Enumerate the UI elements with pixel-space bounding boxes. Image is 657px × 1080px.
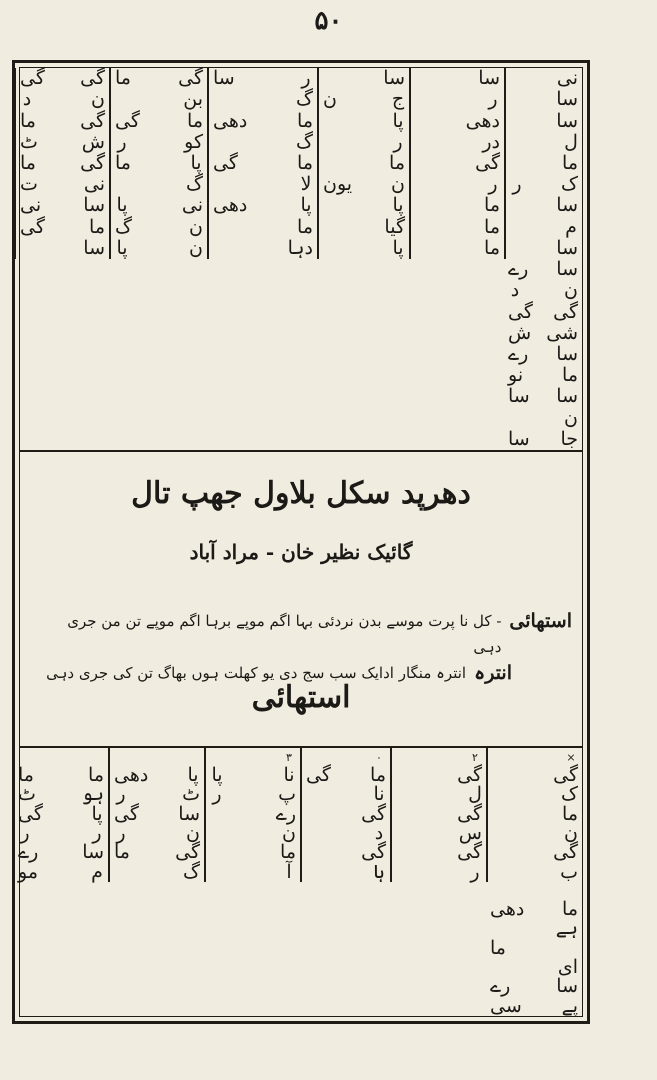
composer-line: گائیک نظیر خان - مراد آباد bbox=[189, 540, 413, 564]
swara-note: ر bbox=[116, 783, 126, 806]
notation-cell bbox=[323, 196, 405, 215]
notation-cell bbox=[20, 215, 105, 238]
notation-cell bbox=[396, 802, 482, 825]
swara-note: م bbox=[91, 860, 103, 883]
notation-cell bbox=[323, 175, 405, 194]
notation-cell bbox=[415, 69, 500, 88]
swara-note: گی bbox=[114, 802, 139, 825]
swara-note: ہے bbox=[555, 917, 578, 940]
notation-frame bbox=[12, 60, 590, 1024]
beat-marker-text: ۰ bbox=[376, 750, 382, 764]
swara-note: گی bbox=[18, 802, 43, 825]
swara-note: سا bbox=[508, 385, 530, 408]
notation-cell bbox=[508, 406, 578, 429]
notation-cell bbox=[115, 69, 203, 88]
swara-note: ما bbox=[187, 109, 203, 132]
swara-note: س bbox=[458, 822, 482, 845]
beat-marker-text: × bbox=[566, 750, 576, 764]
swara-note: شی bbox=[546, 321, 578, 344]
swara-note: ما bbox=[484, 236, 500, 259]
notation-cell bbox=[213, 215, 313, 238]
antara-text: انترہ منگار ادایک سب سج دی یو کھلت ہوں بھاگ تن کی جری دہی bbox=[46, 664, 467, 682]
swara-note: رے bbox=[508, 258, 529, 281]
swara-note: ما bbox=[562, 364, 578, 387]
notation-cell bbox=[508, 427, 578, 450]
notation-cell bbox=[510, 236, 578, 259]
beat-marker bbox=[306, 752, 386, 763]
swara-note: ک bbox=[560, 783, 578, 806]
notation-cell bbox=[508, 387, 578, 406]
swara-note: گی bbox=[20, 215, 45, 238]
notation-column bbox=[204, 748, 300, 882]
swara-note: کو bbox=[184, 130, 203, 153]
notation-cell bbox=[115, 236, 203, 259]
swara-note: ما bbox=[297, 109, 313, 132]
swara-note: گی bbox=[80, 151, 105, 174]
notation-cell bbox=[18, 785, 104, 804]
swara-note: سا bbox=[556, 194, 578, 217]
swara-note: گی bbox=[80, 67, 105, 90]
swara-note: نی bbox=[556, 67, 578, 90]
swara-note: پا bbox=[300, 194, 312, 217]
swara-note: گ bbox=[182, 860, 200, 883]
swara-note: ر bbox=[117, 130, 127, 153]
notation-cell bbox=[18, 802, 104, 825]
swara-note: گی bbox=[457, 841, 482, 864]
notation-cell bbox=[210, 802, 296, 825]
swara-note: ما bbox=[115, 67, 131, 90]
swara-note: ما bbox=[370, 764, 386, 787]
swara-note: ما bbox=[20, 109, 36, 132]
notation-cell bbox=[115, 196, 203, 215]
notation-cell bbox=[508, 281, 578, 300]
notation-cell bbox=[323, 130, 405, 153]
swara-note: بن bbox=[183, 88, 203, 111]
swara-note: گی bbox=[553, 300, 578, 323]
swara-note: ش bbox=[81, 130, 105, 153]
swara-note: سا bbox=[213, 67, 235, 90]
notation-cell bbox=[213, 236, 313, 259]
notation-cell bbox=[18, 843, 104, 862]
swara-note: نی bbox=[181, 194, 203, 217]
swara-note: رے bbox=[490, 975, 511, 998]
notation-cell bbox=[490, 994, 578, 1017]
swara-note: د bbox=[510, 279, 520, 302]
swara-note: دھی bbox=[213, 194, 248, 217]
swara-note: رے bbox=[275, 802, 296, 825]
lyrics-block bbox=[38, 608, 572, 686]
notation-cell bbox=[20, 175, 105, 194]
swara-note: سا bbox=[478, 67, 500, 90]
page-number: ۵۰ bbox=[314, 6, 343, 36]
notation-cell bbox=[306, 802, 386, 825]
swara-note: ر bbox=[393, 130, 403, 153]
swara-note: ہو bbox=[81, 783, 104, 806]
swara-note: ر bbox=[488, 88, 498, 111]
swara-note: ن bbox=[91, 88, 105, 111]
swara-note: سا bbox=[556, 258, 578, 281]
swara-note: ما bbox=[562, 151, 578, 174]
swara-note: ما bbox=[280, 841, 296, 864]
swara-note: ٹ bbox=[18, 783, 36, 806]
notation-cell bbox=[415, 215, 500, 238]
notation-cell bbox=[213, 175, 313, 194]
swara-note: ن bbox=[189, 215, 203, 238]
notation-cell bbox=[210, 766, 296, 785]
notation-cell bbox=[396, 785, 482, 804]
notation-cell bbox=[20, 109, 105, 132]
swara-note: گی bbox=[361, 802, 386, 825]
notation-column bbox=[486, 748, 582, 882]
swara-note: ن bbox=[564, 279, 578, 302]
notation-cell bbox=[492, 766, 578, 785]
notation-cell bbox=[210, 824, 296, 843]
notation-cell bbox=[323, 151, 405, 174]
swara-note: لا bbox=[300, 173, 312, 196]
notation-column bbox=[486, 882, 582, 1016]
notation-cell bbox=[508, 342, 578, 365]
notation-cell bbox=[508, 260, 578, 279]
swara-note: مو bbox=[18, 860, 38, 883]
notation-cell bbox=[508, 366, 578, 385]
notation-cell bbox=[415, 151, 500, 174]
swara-note: ما bbox=[297, 151, 313, 174]
swara-note: ن bbox=[189, 236, 203, 259]
notation-cell bbox=[510, 215, 578, 238]
swara-note: سا bbox=[556, 975, 578, 998]
swara-note: ما bbox=[115, 151, 131, 174]
notation-cell bbox=[396, 860, 482, 883]
notation-column bbox=[300, 748, 390, 882]
swara-note: گی bbox=[175, 841, 200, 864]
swara-note: گی bbox=[80, 109, 105, 132]
swara-note: ش bbox=[508, 321, 532, 344]
notation-cell bbox=[20, 90, 105, 109]
notation-cell bbox=[415, 90, 500, 109]
antara-label: انترہ bbox=[474, 662, 512, 684]
notation-column bbox=[390, 748, 486, 882]
swara-note: گی bbox=[115, 109, 140, 132]
notation-cell bbox=[114, 843, 200, 862]
swara-note: ب bbox=[560, 860, 578, 883]
swara-note: پا bbox=[211, 764, 223, 787]
notation-cell bbox=[20, 151, 105, 174]
swara-note: ر bbox=[92, 822, 102, 845]
notation-cell bbox=[510, 109, 578, 132]
swara-note: ر bbox=[20, 822, 30, 845]
swara-note: پا bbox=[190, 151, 202, 174]
swara-note: رے bbox=[508, 342, 529, 365]
sthayi-text: - کل نا پرت موسے بدن نردئی بہا اگم موپے برہا اگم موپے تن من جری دہی bbox=[67, 612, 502, 656]
notation-cell bbox=[415, 109, 500, 132]
swara-note: گی bbox=[508, 300, 533, 323]
swara-note: پا bbox=[392, 109, 404, 132]
swara-note: ک bbox=[560, 173, 578, 196]
notation-column bbox=[108, 748, 204, 882]
swara-note: ن bbox=[282, 822, 296, 845]
swara-note: گ bbox=[295, 88, 313, 111]
notation-cell bbox=[490, 900, 578, 919]
swara-note: دھی bbox=[465, 109, 500, 132]
notation-cell bbox=[213, 151, 313, 174]
notation-cell bbox=[492, 785, 578, 804]
swara-note: گ bbox=[115, 215, 133, 238]
swara-note: سی bbox=[490, 994, 522, 1017]
swara-note: ما bbox=[89, 215, 105, 238]
swara-note: گی bbox=[475, 151, 500, 174]
notation-cell bbox=[323, 236, 405, 259]
sthayi-label: استھائی bbox=[509, 610, 572, 632]
notation-cell bbox=[18, 860, 104, 883]
notation-cell bbox=[415, 130, 500, 153]
notation-column bbox=[14, 68, 109, 259]
notation-cell bbox=[115, 109, 203, 132]
swara-note: گ bbox=[295, 130, 313, 153]
notation-cell bbox=[306, 843, 386, 862]
notation-cell bbox=[510, 196, 578, 215]
swara-note: نی bbox=[83, 173, 105, 196]
notation-cell bbox=[508, 300, 578, 323]
swara-note: گی bbox=[213, 151, 238, 174]
notation-cell bbox=[210, 785, 296, 804]
notation-cell bbox=[115, 130, 203, 153]
notation-cell bbox=[510, 130, 578, 153]
swara-note: پا bbox=[91, 802, 103, 825]
notation-cell bbox=[18, 766, 104, 785]
notation-cell bbox=[18, 824, 104, 843]
swara-note: ما bbox=[484, 194, 500, 217]
beat-marker-text: ۲ bbox=[472, 750, 478, 764]
notation-cell bbox=[415, 236, 500, 259]
beat-marker-text: ۳ bbox=[286, 750, 292, 764]
swara-note: ما bbox=[490, 936, 506, 959]
notation-cell bbox=[114, 785, 200, 804]
swara-note: سا bbox=[383, 67, 405, 90]
notation-column bbox=[207, 68, 317, 259]
notation-cell bbox=[323, 215, 405, 238]
swara-note: گی bbox=[457, 764, 482, 787]
swara-note: ر bbox=[212, 783, 222, 806]
swara-note: ر bbox=[301, 67, 311, 90]
swara-note: سا bbox=[83, 236, 105, 259]
swara-note: ن bbox=[391, 173, 405, 196]
swara-note: سا bbox=[556, 342, 578, 365]
notation-cell bbox=[20, 196, 105, 215]
notation-cell bbox=[20, 130, 105, 153]
swara-note: جا bbox=[560, 427, 578, 450]
notation-cell bbox=[115, 90, 203, 109]
swara-note: گی bbox=[553, 764, 578, 787]
swara-note: سا bbox=[178, 802, 200, 825]
swara-note: ر bbox=[116, 822, 126, 845]
swara-note: گی bbox=[20, 67, 45, 90]
notation-cell bbox=[508, 321, 578, 344]
swara-note: گی bbox=[178, 67, 203, 90]
notation-cell bbox=[415, 175, 500, 194]
swara-note: گی bbox=[457, 802, 482, 825]
notation-cell bbox=[490, 919, 578, 938]
swara-note: سا bbox=[556, 236, 578, 259]
composition-title: دھرپد سکل بلاول جھپ تال bbox=[131, 476, 471, 511]
swara-note: ل bbox=[468, 783, 482, 806]
swara-note: ٹ bbox=[182, 783, 200, 806]
notation-cell bbox=[306, 766, 386, 785]
swara-note: ما bbox=[18, 764, 34, 787]
swara-note: ما bbox=[297, 215, 313, 238]
swara-note: دھی bbox=[490, 898, 525, 921]
beat-marker bbox=[492, 752, 578, 763]
notation-cell bbox=[114, 766, 200, 785]
notation-column bbox=[504, 68, 582, 259]
swara-note: نو bbox=[508, 364, 524, 387]
notation-cell bbox=[323, 109, 405, 132]
swara-note: پا bbox=[116, 194, 128, 217]
swara-note: ما bbox=[114, 841, 130, 864]
swara-note: گی bbox=[306, 764, 331, 787]
swara-note: ما bbox=[88, 764, 104, 787]
beat-marker bbox=[210, 752, 296, 763]
notation-cell bbox=[306, 860, 386, 883]
notation-column bbox=[109, 68, 207, 259]
notation-cell bbox=[323, 90, 405, 109]
swara-note: پا bbox=[187, 764, 199, 787]
swara-note: سا bbox=[508, 427, 530, 450]
swara-note: نا bbox=[373, 783, 385, 806]
swara-note: گی bbox=[361, 841, 386, 864]
notation-column bbox=[12, 748, 108, 882]
notation-cell bbox=[306, 785, 386, 804]
notation-cell bbox=[396, 843, 482, 862]
swara-note: ر bbox=[470, 860, 480, 883]
sthayi-heading: استھائی bbox=[251, 680, 351, 715]
swara-note: ر bbox=[488, 173, 498, 196]
swara-note: پے bbox=[561, 994, 578, 1017]
notation-cell bbox=[510, 90, 578, 109]
swara-note: سا bbox=[82, 841, 104, 864]
notation-cell bbox=[210, 843, 296, 862]
swara-note: ل bbox=[564, 130, 578, 153]
swara-note: پ bbox=[278, 783, 296, 806]
swara-note: ما bbox=[562, 898, 578, 921]
notation-cell bbox=[210, 860, 296, 883]
notation-column bbox=[409, 68, 504, 259]
swara-note: نی bbox=[20, 194, 42, 217]
swara-note: پا bbox=[392, 236, 404, 259]
swara-note: گ bbox=[185, 173, 203, 196]
notation-cell bbox=[20, 236, 105, 259]
notation-cell bbox=[114, 860, 200, 883]
notation-cell bbox=[213, 69, 313, 88]
notation-cell bbox=[492, 802, 578, 825]
swara-note: دھی bbox=[213, 109, 248, 132]
swara-note: گیا bbox=[384, 215, 405, 238]
swara-note: م bbox=[565, 215, 577, 238]
swara-note: ج bbox=[391, 88, 405, 111]
section-divider bbox=[20, 450, 582, 452]
notation-cell bbox=[115, 175, 203, 194]
swara-note: سا bbox=[556, 88, 578, 111]
swara-note: رے bbox=[18, 841, 39, 864]
notation-column bbox=[504, 259, 582, 450]
swara-note: ن bbox=[186, 822, 200, 845]
swara-note: دہا bbox=[287, 236, 313, 259]
notation-cell bbox=[510, 151, 578, 174]
notation-cell bbox=[490, 958, 578, 977]
beat-marker bbox=[396, 752, 482, 763]
swara-note: گی bbox=[553, 841, 578, 864]
notation-cell bbox=[115, 151, 203, 174]
notation-cell bbox=[510, 175, 578, 194]
swara-note: در bbox=[482, 130, 500, 153]
swara-note: پا bbox=[116, 236, 128, 259]
swara-note: ما bbox=[20, 151, 36, 174]
bottom-notation-table bbox=[20, 746, 582, 1016]
notation-cell bbox=[396, 766, 482, 785]
notation-cell bbox=[492, 843, 578, 862]
swara-note: ر bbox=[512, 173, 522, 196]
notation-cell bbox=[213, 90, 313, 109]
swara-note: آ bbox=[286, 860, 292, 883]
notation-cell bbox=[115, 215, 203, 238]
notation-cell bbox=[490, 977, 578, 996]
swara-note: سا bbox=[556, 385, 578, 408]
swara-note: ای bbox=[557, 956, 578, 979]
notation-column bbox=[317, 68, 409, 259]
swara-note: پا bbox=[392, 194, 404, 217]
swara-note: د bbox=[374, 822, 384, 845]
notation-cell bbox=[510, 69, 578, 88]
swara-note: دھی bbox=[114, 764, 149, 787]
notation-cell bbox=[415, 196, 500, 215]
swara-note: ن bbox=[564, 406, 578, 429]
swara-note: ن bbox=[323, 88, 337, 111]
swara-note: ت bbox=[20, 173, 38, 196]
top-notation-table bbox=[20, 68, 582, 450]
notation-cell bbox=[492, 860, 578, 883]
notation-cell bbox=[490, 936, 578, 959]
swara-note: سا bbox=[556, 109, 578, 132]
notation-cell bbox=[114, 802, 200, 825]
swara-note: یون bbox=[323, 173, 353, 196]
notation-cell bbox=[213, 109, 313, 132]
notation-cell bbox=[213, 196, 313, 215]
swara-note: سا bbox=[83, 194, 105, 217]
notation-cell bbox=[213, 130, 313, 153]
swara-note: ٹ bbox=[20, 130, 38, 153]
notation-cell bbox=[323, 69, 405, 88]
sthayi-lyric bbox=[38, 608, 572, 660]
swara-note: ما bbox=[389, 151, 405, 174]
swara-note: د bbox=[22, 88, 32, 111]
swara-note: ما bbox=[562, 802, 578, 825]
swara-note: ما bbox=[484, 215, 500, 238]
notation-cell bbox=[20, 69, 105, 88]
swara-note: ن bbox=[564, 822, 578, 845]
swara-note: ہا bbox=[373, 860, 385, 883]
swara-note: نا bbox=[283, 764, 295, 787]
